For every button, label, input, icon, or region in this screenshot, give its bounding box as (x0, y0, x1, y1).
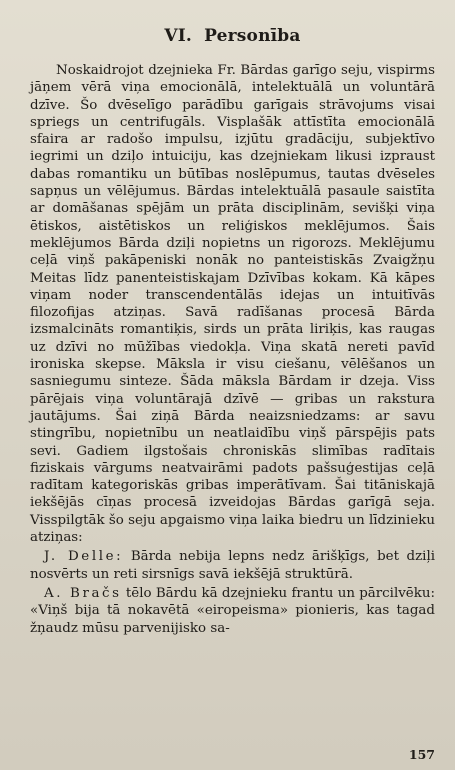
quote-bracs (30, 585, 435, 637)
quote-author: J. Delle: (44, 549, 124, 565)
page-number: 157 (408, 747, 435, 762)
quote-text: tēlo Bārdu kā dzejnieku frantu un pārcilvēku: «Viņš bija tā nokavētā «eiropeisma» pionieris, kas tagad žņaudz mūsu parvenijisko sa- (30, 585, 435, 636)
quote-delle (30, 548, 435, 583)
body-paragraph: Noskaidrojot dzejnieka Fr. Bārdas garīgo seju, vispirms jāņem vērā viņa emocionālā, intelektuālā un voluntārā dzīve. Šo dvēselīgo parādību garīgais strāvojums visai spriegs un centrifugāls. Visplašāk attīstīta emocionālā sfaira ar radošo impulsu, izjūtu gradāciju, subjektīvo iegrimi un dziļo intuiciju, kas dzejniekam likusi izpraust dabas romantiku un būtības noslēpumus, tautas dvēseles sapņus un vēlējumus. Bārdas intelektuālā pasaule saistīta ar domāšanas spējām un prāta disciplinām, sevišķi viņa ētiskos, aistētiskos un reliģiskos meklējumos. Šais meklējumos Bārda dziļi nopietns un rigorozs. Meklējumu ceļā viņš pakāpeniski nonāk no panteistiskās Zvaigžņu Meitas līdz panenteistiskajam Dzīvības kokam. Kā kāpes viņam noder transcendentālās idejas un intuitīvās filozofijas atziņas. Savā radīšanas procesā Bārda izsmalcināts romantiķis, sirds un prāta liriķis, kas raugas uz dzīvi no mūžības viedokļa. Viņa skatā nereti pavīd ironiska skepse. Māksla ir visu ciešanu, vēlēšanos un sasniegumu sinteze. Šāda māksla Bārdam ir dzeja. Viss pārējais viņa voluntārajā dzīvē — gribas un rakstura jautājums. Šai ziņā Bārda neaizsniedzams: ar savu stingrību, nopietnību un neatlaidību viņš pārspējis pats sevi. Gadiem ilgstošais chroniskās slimības radītais fiziskais vārgums neatvairāmi padots pašsuģestijas ceļā radītam kategoriskās gribas imperātīvam. Šai titāniskajā iekšējās cīņas procesā izveidojas Bārdas garīgā seja. Visspilgtāk šo seju apgaismo viņa laika biedru un līdzinieku atziņas: (30, 63, 436, 546)
quote-text: Bārda nebija lepns nedz ārišķīgs, bet dziļi nosvērts un reti sirsnīgs savā iekšējā struktūrā. (30, 549, 436, 582)
chapter-heading (30, 26, 435, 46)
chapter-title: Personība (204, 26, 301, 46)
quote-author: A. Bračs (44, 585, 122, 601)
chapter-number: VI. (164, 26, 193, 46)
